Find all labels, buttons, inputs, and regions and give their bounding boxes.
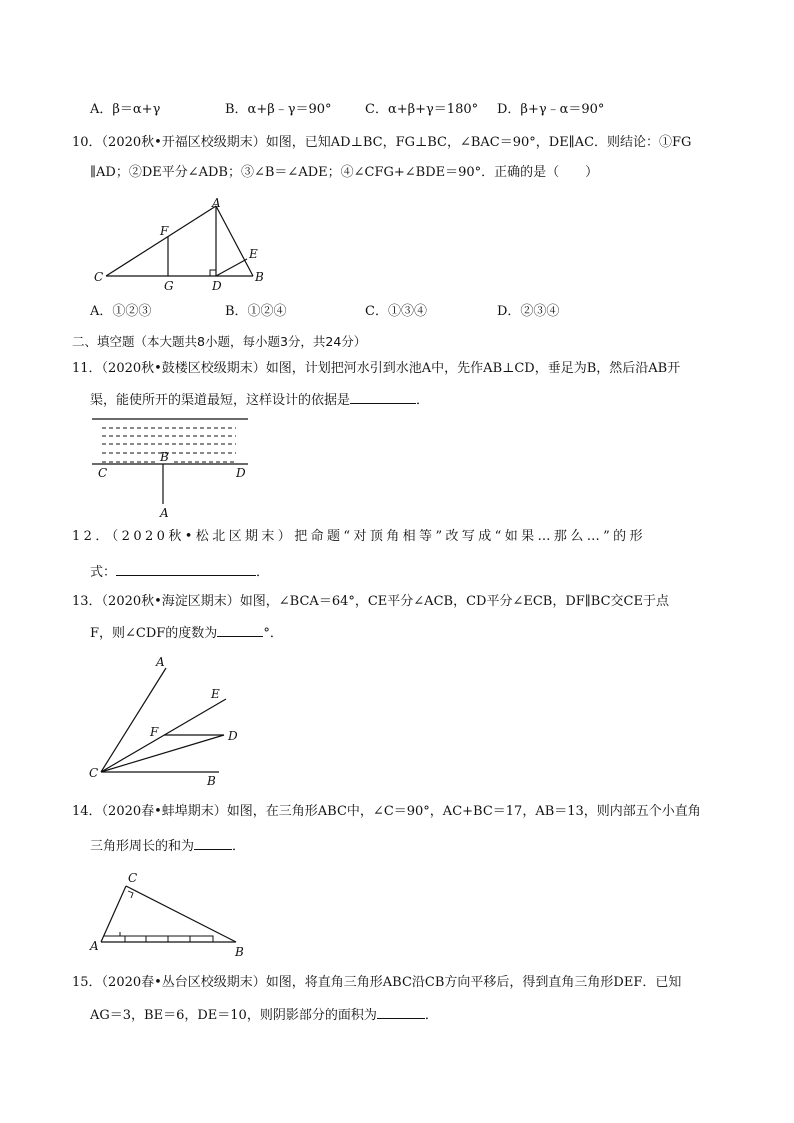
q13-figure [86, 652, 246, 790]
q14-label-a: A [90, 939, 99, 953]
q9-option-c: C．α+β+γ＝180° [365, 102, 479, 117]
section-heading: 二、填空题（本大题共8小题，每小题3分，共24分） [72, 334, 367, 349]
q10-label-e: E [249, 247, 258, 261]
q13-label-b: B [207, 774, 216, 788]
q11-figure [88, 416, 258, 522]
q13-label-c: C [89, 766, 99, 780]
q15-answer-blank[interactable] [377, 1005, 425, 1019]
q10-option-c: C．①③④ [365, 304, 427, 319]
q10-label-g: G [164, 279, 174, 293]
q10-label-d: D [212, 279, 222, 293]
q11-label-c: C [98, 466, 108, 480]
q12-text-line1: 12．（2020秋•松北区期末）把命题“对顶角相等”改写成“如果…那么…”的形 [72, 529, 646, 544]
q11-label-d: D [236, 466, 246, 480]
q12-answer-blank[interactable] [116, 562, 256, 576]
q11-answer-blank[interactable] [350, 390, 416, 404]
q9-option-b: B．α+β﹣γ＝90° [225, 102, 332, 117]
q10-text-line2: ∥AD；②DE平分∠ADB；③∠B＝∠ADE；④∠CFG+∠BDE＝90°．正确的是（ ） [90, 165, 599, 180]
q10-option-a: A．①②③ [90, 304, 152, 319]
q11-text-line1: 11．（2020秋•鼓楼区校级期末）如图，计划把河水引到水池A中，先作AB⊥CD，垂足为B，然后沿AB开 [72, 361, 681, 376]
q10-option-b: B．①②④ [225, 304, 287, 319]
q14-figure [88, 866, 253, 962]
q14-answer-blank[interactable] [194, 836, 232, 850]
q10-text-line1: 10．（2020秋•开福区校级期末）如图，已知AD⊥BC，FG⊥BC，∠BAC＝90°，DE∥AC．则结论：①FG [72, 135, 692, 150]
q10-label-b: B [255, 270, 264, 284]
q9-option-a: A．β＝α+γ [90, 102, 161, 117]
q14-label-c: C [128, 871, 138, 885]
q10-label-c: C [94, 270, 104, 284]
q10-label-f: F [160, 224, 169, 238]
q13-label-d: D [228, 729, 238, 743]
q14-label-b: B [235, 945, 244, 959]
q10-option-d: D．②③④ [497, 304, 560, 319]
q15-text-line2: AG＝3，BE＝6，DE＝10，则阴影部分的面积为 ． [90, 1005, 438, 1025]
q11-label-b: B [160, 450, 169, 464]
q13-text-line1: 13．（2020秋•海淀区期末）如图，∠BCA＝64°，CE平分∠ACB，CD平分∠ECB，DF∥BC交CE于点 [72, 594, 669, 609]
q14-text-line1: 14．（2020春•蚌埠期末）如图，在三角形ABC中，∠C＝90°，AC+BC＝17，AB＝13，则内部五个小直角 [72, 804, 701, 819]
q15-text-line1: 15．（2020春•丛台区校级期末）如图，将直角三角形ABC沿CB方向平移后，得到直角三角形DEF．已知 [72, 975, 682, 990]
q11-label-a: A [160, 506, 169, 520]
q13-label-f: F [150, 725, 159, 739]
q12-text-line2: 式： ． [90, 562, 269, 582]
q10-label-a: A [212, 196, 221, 210]
q10-figure [88, 195, 278, 295]
q13-label-a: A [156, 655, 165, 669]
q13-text-line2: F，则∠CDF的度数为 °． [90, 623, 283, 643]
q9-option-d: D．β+γ﹣α＝90° [497, 102, 605, 117]
q13-label-e: E [211, 687, 220, 701]
q14-text-line2: 三角形周长的和为 ． [90, 836, 245, 856]
q13-answer-blank[interactable] [217, 623, 263, 637]
q11-text-line2: 渠，能使所开的渠道最短，这样设计的依据是 ． [90, 390, 429, 410]
